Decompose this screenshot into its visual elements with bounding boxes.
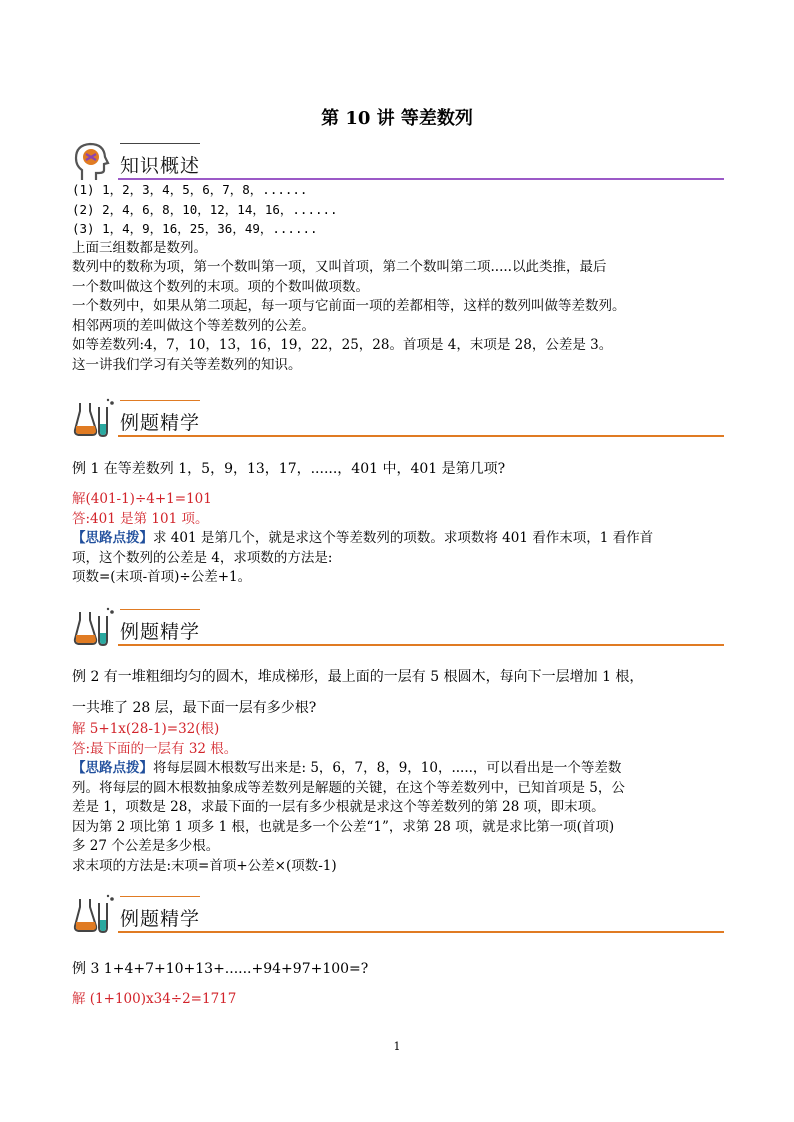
section-rule (118, 644, 724, 646)
answer-line: 答:最下面的一层有 32 根。 (72, 740, 238, 757)
hint-line: 项数=(末项-首项)÷公差+1。 (72, 569, 252, 585)
header-decoration-line (120, 896, 200, 897)
text-line: 相邻两项的差叫做这个等差数列的公差。 (72, 317, 315, 334)
solution-line: 解 5+1x(28-1)=32(根) (72, 721, 220, 737)
hint-line: 列。将每层的圆木根数抽象成等差数列是解题的关键，在这个等差数列中，已知首项是 5，公 (72, 779, 625, 796)
sequence-line-3: (3) 1，4，9，16，25，36，49，...... (72, 221, 318, 236)
hint-line: 多 27 个公差是多少根。 (72, 838, 220, 854)
example-2-question-line-1: 例 2 有一堆粗细均匀的圆木，堆成梯形，最上面的一层有 5 根圆木，每向下一层增加 1 根， (72, 669, 644, 685)
flask-icon (72, 397, 118, 441)
section-header-example-3 (72, 893, 724, 941)
head-brain-icon (72, 140, 118, 184)
hint-tag: 【思路点拨】 (72, 530, 153, 546)
section-rule (118, 931, 724, 933)
example-3-answer (72, 990, 732, 1010)
hint-line: 求末项的方法是:末项=首项+公差×(项数-1) (72, 857, 337, 874)
section-header-example-2 (72, 606, 724, 654)
example-1-answer (72, 490, 732, 588)
hint-line: 【思路点拨】将每层圆木根数写出来是: 5，6，7，8，9，10，.....，可以看出是一个等差数 (72, 760, 622, 776)
section-title: 例题精学 (120, 621, 201, 643)
hint-line: 因为第 2 项比第 1 项多 1 根，也就是多一个公差“1”，求第 28 项，就是求比第一项(首项) (72, 818, 615, 835)
page-number: 1 (393, 1040, 401, 1053)
header-decoration-line (120, 609, 200, 610)
example-1-question: 例 1 在等差数列 1，5，9，13，17，......，401 中，401 是第几项? (72, 461, 506, 477)
sequence-line-2: (2) 2，4，6，8，10，12，14，16，...... (72, 201, 338, 217)
text-line: 这一讲我们学习有关等差数列的知识。 (72, 356, 302, 373)
example-3-question: 例 3 1+4+7+10+13+......+94+97+100=? (72, 961, 369, 977)
page-title: 第 10 讲 等差数列 (321, 108, 473, 129)
example-2-question-line-2: 一共堆了 28 层，最下面一层有多少根? (72, 700, 317, 716)
text-line: 数列中的数称为项，第一个数叫第一项，又叫首项，第二个数叫第二项.....以此类推，最后 (72, 259, 607, 275)
flask-icon (72, 893, 118, 937)
solution-line: 解(401-1)÷4+1=101 (72, 491, 212, 507)
solution-line: 解 (1+100)x34÷2=1717 (72, 991, 237, 1007)
example-2-answer (72, 720, 732, 876)
hint-line: 差是 1，项数是 28，求最下面的一层有多少根就是求这个等差数列的第 28 项，即末项。 (72, 799, 605, 815)
hint-line: 项，这个数列的公差是 4，求项数的方法是: (72, 549, 333, 566)
section-header-example-1 (72, 397, 724, 445)
text-line: 一个数叫做这个数列的末项。项的个数叫做项数。 (72, 278, 369, 295)
section-title: 例题精学 (120, 412, 201, 434)
section-title: 例题精学 (120, 908, 201, 930)
knowledge-content (72, 180, 732, 375)
answer-line: 答:401 是第 101 项。 (72, 510, 209, 527)
text-line: 如等差数列:4，7，10，13，16，19，22，25，28。首项是 4，末项是 28，公差是 3。 (72, 337, 613, 353)
flask-icon (72, 606, 118, 650)
header-decoration-line (120, 400, 200, 401)
text-line: 一个数列中，如果从第二项起，每一项与它前面一项的差都相等，这样的数列叫做等差数列。 (72, 298, 626, 314)
hint-tag: 【思路点拨】 (72, 760, 153, 776)
section-title: 知识概述 (120, 155, 201, 177)
section-rule (118, 435, 724, 437)
text-line: 上面三组数都是数列。 (72, 239, 207, 256)
sequence-line-1: (1) 1，2，3，4，5，6，7，8，...... (72, 182, 308, 197)
hint-line: 【思路点拨】求 401 是第几个，就是求这个等差数列的项数。求项数将 401 看作末项，1 看作首 (72, 530, 654, 546)
header-decoration-line (120, 143, 200, 144)
